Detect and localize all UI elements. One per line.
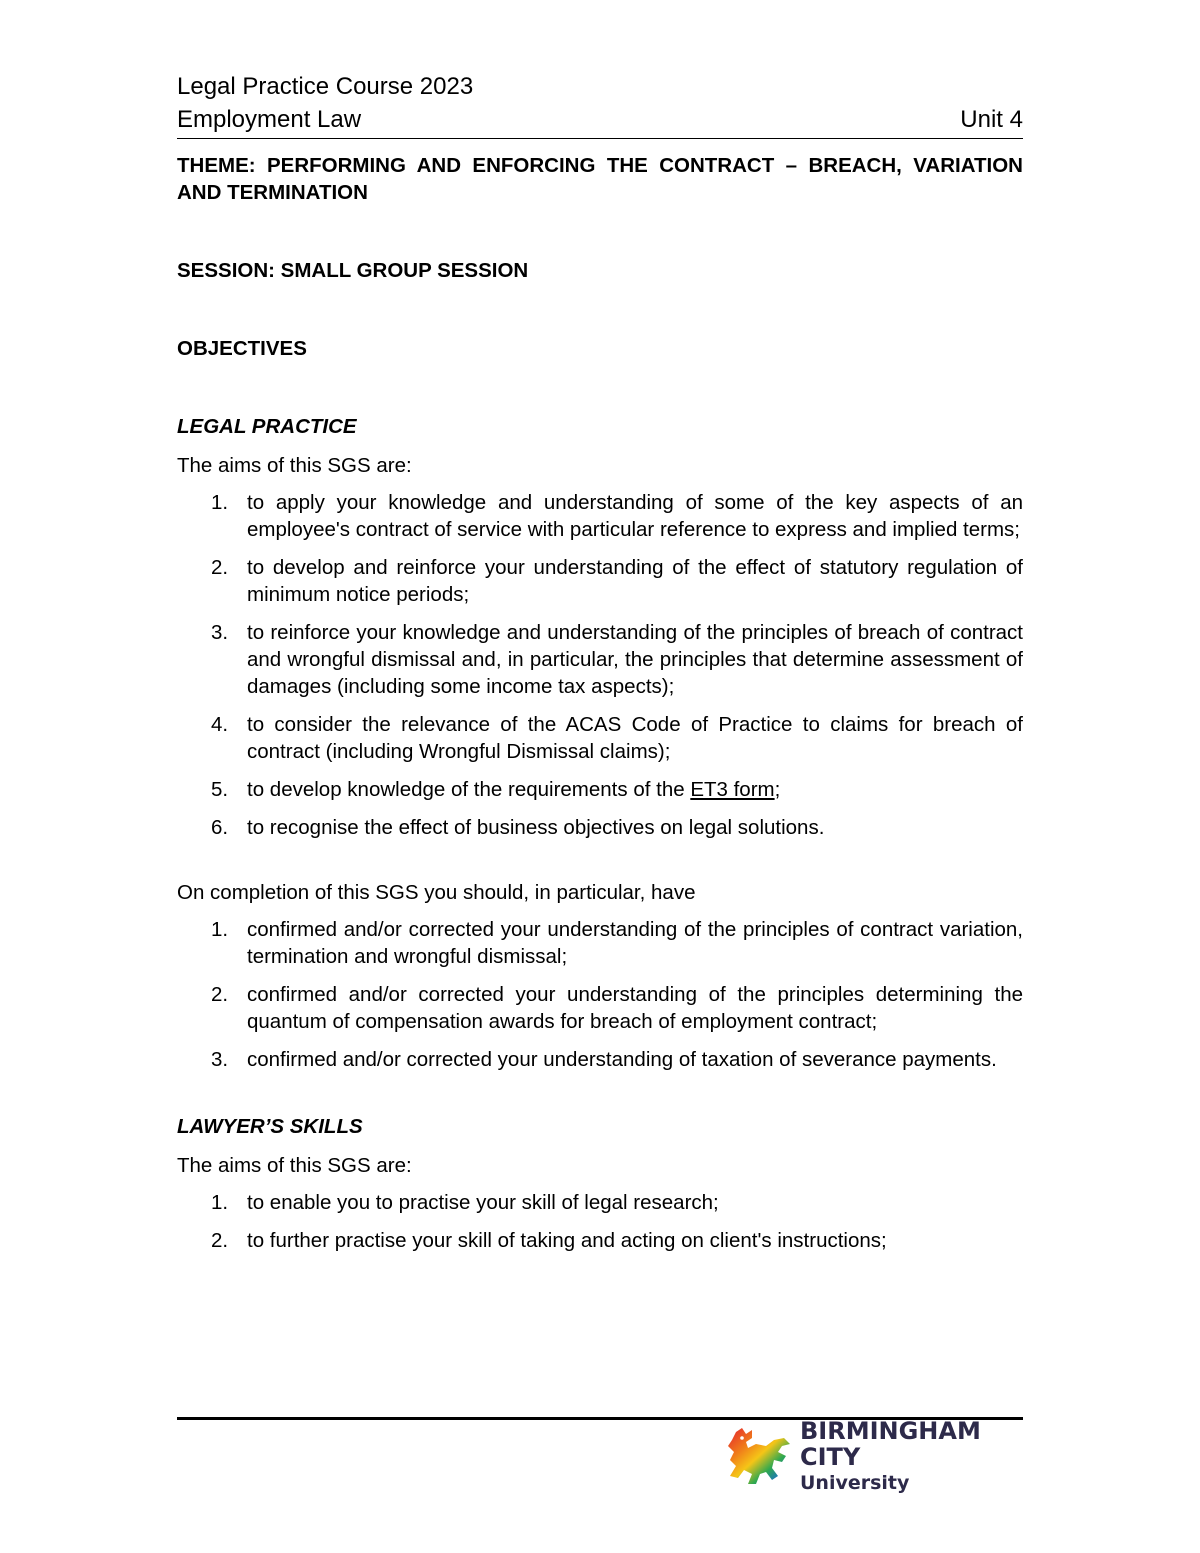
theme-heading: THEME: PERFORMING AND ENFORCING THE CONTRACT – BREACH, VARIATION AND TERMINATION [177,154,1023,204]
list-item [177,1189,1023,1216]
list-number: 1. [211,918,229,941]
objectives-heading: OBJECTIVES [177,337,307,360]
list-item [177,981,1023,1035]
outcomes-list [177,916,1023,1073]
list-item-text: confirmed and/or corrected your understanding of taxation of severance payments. [247,1048,997,1071]
subject-title: Employment Law [177,106,362,133]
document-body [177,152,1023,1265]
list-item [177,711,1023,765]
list-item-text: to recognise the effect of business objectives on legal solutions. [247,816,825,839]
list-item [177,619,1023,700]
list-number: 3. [211,1048,229,1071]
logo-line-1: BIRMINGHAM CITY [800,1417,981,1471]
list-item [177,814,1023,841]
list-item-text: to develop knowledge of the requirements of the [247,778,691,801]
list-number: 1. [211,491,229,514]
page-header [177,70,1023,139]
list-number: 1. [211,1191,229,1214]
header-course-line [177,70,1023,103]
list-number: 4. [211,713,229,736]
unit-label: Unit 4 [960,106,1023,133]
list-item-text: confirmed and/or corrected your understanding of the principles determining the quantum of compensation awards for breach of employment contract; [247,983,1023,1033]
list-item [177,554,1023,608]
list-item-text: to apply your knowledge and understanding of some of the key aspects of an employee's contract of service with particular reference to express and implied terms; [247,491,1023,541]
list-item-text: to consider the relevance of the ACAS Code of Practice to claims for breach of contract (including Wrongful Dismissal claims); [247,713,1023,763]
griffin-logo-icon [722,1426,794,1488]
lawyers-skills-aims-list [177,1189,1023,1254]
list-number: 6. [211,816,229,839]
list-item-text: confirmed and/or corrected your understanding of the principles of contract variation, termination and wrongful dismissal; [247,918,1023,968]
list-number: 2. [211,556,229,579]
list-item [177,1227,1023,1254]
legal-practice-heading: LEGAL PRACTICE [177,415,357,438]
completion-intro: On completion of this SGS you should, in particular, have [177,881,696,904]
legal-practice-aims-list [177,489,1023,841]
logo-line-2: University [800,1472,910,1494]
legal-practice-intro: The aims of this SGS are: [177,454,412,477]
list-item-text: to further practise your skill of taking and acting on client's instructions; [247,1229,887,1252]
lawyers-skills-intro: The aims of this SGS are: [177,1154,412,1177]
list-number: 2. [211,983,229,1006]
list-item-text: to enable you to practise your skill of legal research; [247,1191,719,1214]
list-item-text: to reinforce your knowledge and understanding of the principles of breach of contract and wrongful dismissal and, in particular, the principles that determine assessment of damages (including some income tax aspects); [247,621,1023,698]
university-name [800,1418,1024,1496]
list-item [177,776,1023,803]
list-number: 5. [211,778,229,801]
lawyers-skills-heading: LAWYER’S SKILLS [177,1115,363,1138]
et3-form-link[interactable]: ET3 form [690,778,775,801]
list-item [177,916,1023,970]
list-number: 3. [211,621,229,644]
list-item-text-end: ; [774,778,781,801]
list-item [177,1046,1023,1073]
list-item [177,489,1023,543]
session-heading: SESSION: SMALL GROUP SESSION [177,259,529,282]
list-number: 2. [211,1229,229,1252]
header-subject-line [177,103,1023,136]
list-item-text: to develop and reinforce your understanding of the effect of statutory regulation of minimum notice periods; [247,556,1023,606]
university-logo [722,1417,1024,1494]
course-title: Legal Practice Course 2023 [177,73,474,100]
